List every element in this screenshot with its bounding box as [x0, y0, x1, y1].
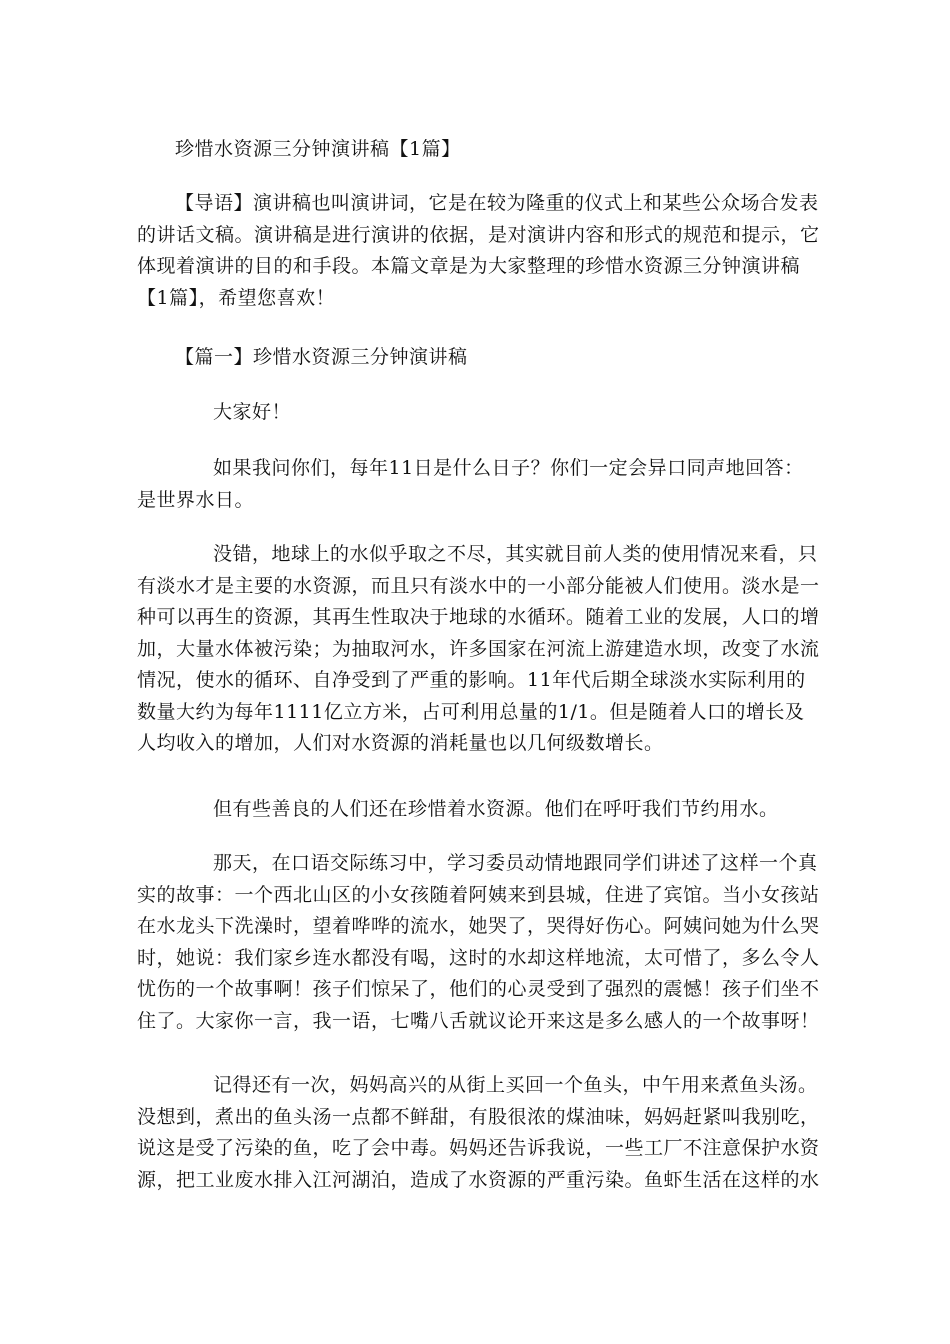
body-paragraph-4: 那天，在口语交际练习中，学习委员动情地跟同学们讲述了这样一个真实的故事：一个西北山区的小女孩随着阿姨来到县城，住进了宾馆。当小女孩站在水龙头下洗澡时，望着哗哗的流水，她哭了，哭得好伤心。阿姨问她为什么哭时，她说：我们家乡连水都没有喝，这时的水却这样地流，太可惜了，多么令人忧伤的一个故事啊！孩子们惊呆了，他们的心灵受到了强烈的震憾！孩子们坐不住了。大家你一言，我一语，七嘴八舌就议论开来这是多么感人的一个故事呀！ — [137, 852, 820, 1032]
body-paragraph-1: 如果我问你们，每年11日是什么日子？你们一定会异口同声地回答：是世界水日。 — [137, 457, 804, 511]
intro-paragraph: 【导语】演讲稿也叫演讲词，它是在较为隆重的仪式上和某些公众场合发表的讲话文稿。演讲稿是进行演讲的依据，是对演讲内容和形式的规范和提示，它体现着演讲的目的和手段。本篇文章是为大家整理的珍惜水资源三分钟演讲稿【1篇】，希望您喜欢！ — [137, 192, 820, 309]
body-paragraph-5: 记得还有一次，妈妈高兴的从街上买回一个鱼头，中午用来煮鱼头汤。没想到，煮出的鱼头汤一点都不鲜甜，有股很浓的煤油味，妈妈赶紧叫我别吃，说这是受了污染的鱼，吃了会中毒。妈妈还告诉我说，一些工厂不注意保护水资源，把工业废水排入江河湖泊，造成了水资源的严重污染。鱼虾生活在这样的水 — [137, 1074, 820, 1191]
section-heading: 【篇一】珍惜水资源三分钟演讲稿 — [175, 346, 468, 368]
body-paragraph-2: 没错，地球上的水似乎取之不尽，其实就目前人类的使用情况来看，只有淡水才是主要的水资源，而且只有淡水中的一小部分能被人们使用。淡水是一种可以再生的资源，其再生性取决于地球的水循环。随着工业的发展，人口的增加，大量水体被污染；为抽取河水，许多国家在河流上游建造水坝，改变了水流情况，使水的循环、自净受到了严重的影响。11年代后期全球淡水实际利用的数量大约为每年1111亿立方米，占可利用总量的1/1。但是随着人口的增长及人均收入的增加，人们对水资源的消耗量也以几何级数增长。 — [137, 543, 820, 754]
greeting: 大家好！ — [213, 401, 292, 423]
body-paragraph-3: 但有些善良的人们还在珍惜着水资源。他们在呼吁我们节约用水。 — [213, 798, 779, 820]
document-title: 珍惜水资源三分钟演讲稿【1篇】 — [175, 138, 461, 160]
